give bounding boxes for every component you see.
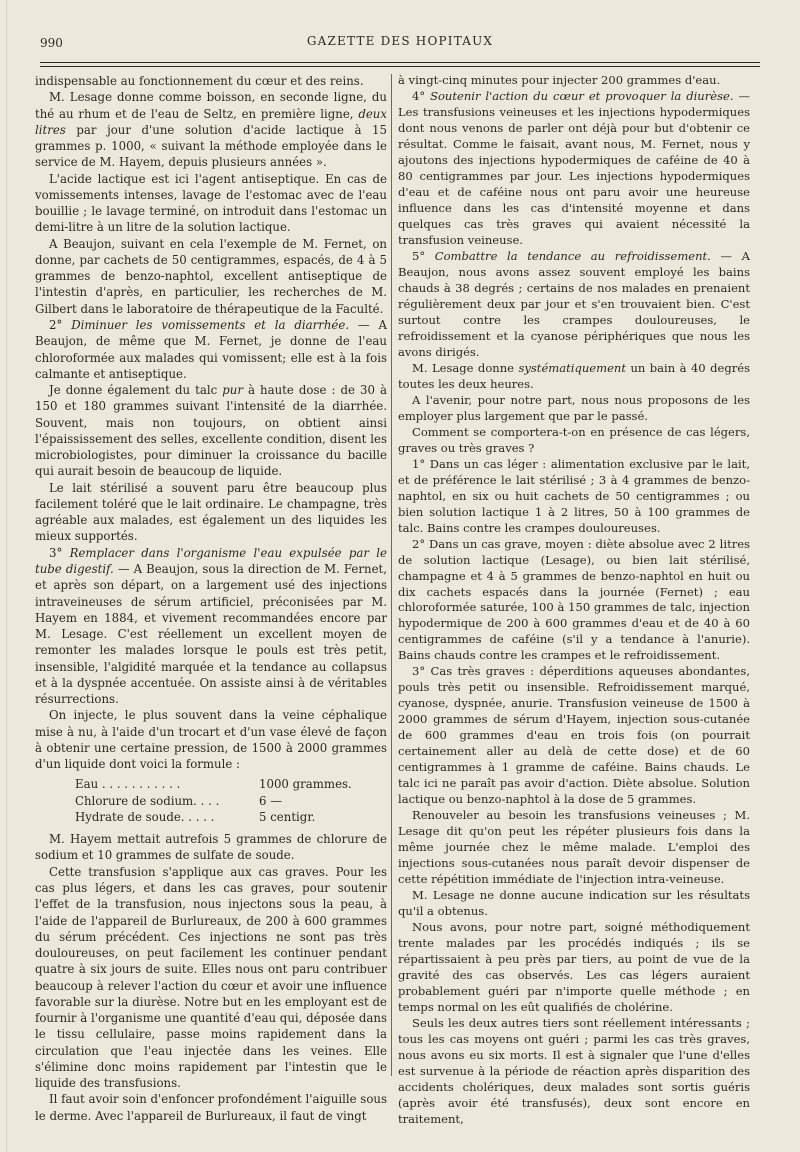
- paragraph: Je donne également du talc pur à haute dose : de 30 à 150 et 180 grammes suivant l'intensité de la diarrhée. Souvent, mais non toujours, on obtient ainsi l'épaississement des selles, excellente condition, disent les microbiologistes, pour diminuer la croissance du bacille qui aurait besoin de beaucoup de liquide.: [35, 383, 387, 479]
- formula-amount: 1000 grammes.: [259, 777, 352, 792]
- formula-row: [75, 776, 387, 792]
- paragraph: M. Hayem mettait autrefois 5 grammes de chlorure de sodium et 10 grammes de sulfate de soude.: [35, 832, 387, 863]
- section-title: Soutenir l'action du cœur et provoquer la diurèse.: [430, 88, 734, 103]
- paragraph: On injecte, le plus souvent dans la veine céphalique mise à nu, à l'aide d'un trocart et d'un vase élevé de façon à obtenir une certaine pression, de 1500 à 2000 grammes d'un liquide dont voici la formule :: [35, 708, 387, 772]
- page-edge-shadow: [6, 0, 7, 1152]
- header-rule-thin: [40, 66, 760, 67]
- formula-ingredient: Hydrate de soude. . . . .: [75, 809, 215, 824]
- page-header: [40, 34, 760, 56]
- section-paragraph: 2° Diminuer les vomissements et la diarrhée. — A Beaujon, de même que M. Fernet, je donne de l'eau chloroformée aux malades qui vomissent; elle est à la fois calmante et antiseptique.: [35, 317, 387, 381]
- formula-amount: 6 —: [259, 793, 282, 808]
- paragraph: M. Lesage ne donne aucune indication sur les résultats qu'il a obtenus.: [398, 888, 750, 919]
- paragraph: Il faut avoir soin d'enfoncer profondément l'aiguille sous le derme. Avec l'appareil de Burlureaux, il faut de vingt: [35, 1092, 387, 1123]
- section-paragraph: 4° Soutenir l'action du cœur et provoquer la diurèse. — Les transfusions veineuses et les injections hypodermiques dont nous venons de parler ont déjà pour but d'obtenir ce résultat. Comme le faisait, avant nous, M. Fernet, nous y ajoutons des injections hypodermiques de caféine de 40 à 80 centigrammes par jour. Les injections hypodermiques d'eau et de caféine nous ont paru avoir une heureuse influence dans les cas d'intensité moyenne et dans quelques cas très graves qui avaient nécessité la transfusion veineuse.: [398, 88, 750, 247]
- paragraph: Le lait stérilisé a souvent paru être beaucoup plus facilement toléré que le lait ordinaire. Le champagne, très agréable aux malades, est également un des liquides les mieux supportés.: [35, 480, 387, 544]
- paragraph: 3° Cas très graves : déperditions aqueuses abondantes, pouls très petit ou insensible. Refroidissement marqué, cyanose, dyspnée, anurie. Transfusion veineuse de 1500 à 2000 grammes de sérum d'Hayem, injection sous-cutanée de 600 grammes d'eau en trois fois (on pourrait certainement aller au delà de cette dose) et de 60 centigrammes à 1 gramme de caféine. Bains chauds. Le talc ici ne paraît pas avoir d'action. Diète absolue. Solution lactique ou benzo-naphtol à la dose de 5 grammes.: [398, 664, 750, 807]
- paragraph: indispensable au fonctionnement du cœur et des reins.: [35, 74, 364, 88]
- section-paragraph: 3° Remplacer dans l'organisme l'eau expulsée par le tube digestif. — A Beaujon, sous la direction de M. Fernet, et après son départ, on a largement usé des injections intraveineuses de sérum artificiel, préconisées par M. Hayem en 1884, et vivement recommandées encore par M. Lesage. C'est réellement un excellent moyen de remonter les malades lorsque le pouls est très petit, insensible, l'algidité marquée et la tendance au collapsus et à la dyspnée accentuée. On assiste ainsi à de véritables résurrections.: [35, 545, 387, 707]
- right-column: [398, 73, 750, 1128]
- paragraph: Nous avons, pour notre part, soigné méthodiquement trente malades par les procédés indiqués ; ils se répartissaient à peu près par tiers, au point de vue de la gravité des cas observés. Les cas légers auraient probablement guéri par n'importe quelle méthode ; en temps normal on les eût qualifiés de cholérine.: [398, 920, 750, 1015]
- section-number: 5°: [412, 248, 426, 263]
- paragraph: à vingt-cinq minutes pour injecter 200 grammes d'eau.: [398, 73, 721, 87]
- paragraph: L'acide lactique est ici l'agent antiseptique. En cas de vomissements intenses, lavage de l'estomac avec de l'eau bouillie ; le lavage terminé, on introduit dans l'estomac un demi-litre à un litre de la solution lactique.: [35, 171, 387, 235]
- section-number: 4°: [412, 88, 426, 103]
- section-title: Combattre la tendance au refroidissement.: [434, 248, 711, 263]
- page-number: 990: [40, 36, 63, 50]
- section-number: 2°: [49, 317, 63, 332]
- section-number: 3°: [49, 545, 63, 560]
- formula-amount: 5 centigr.: [259, 809, 316, 824]
- section-paragraph: 5° Combattre la tendance au refroidissement. — A Beaujon, nous avons assez souvent employé les bains chauds à 38 degrés ; certains de nos malades en prenaient régulièrement deux par jour et s'en trouvaient bien. C'est surtout contre les crampes douloureuses, le refroidissement et la cyanose périphériques que nous les avons dirigés.: [398, 248, 751, 359]
- paragraph: A l'avenir, pour notre part, nous nous proposons de les employer plus largement que par le passé.: [398, 392, 750, 423]
- paragraph: Cette transfusion s'applique aux cas graves. Pour les cas plus légers, et dans les cas graves, pour soutenir l'effet de la transfusion, nous injectons sous la peau, à l'aide de l'appareil de Burlureaux, de 200 à 600 grammes du sérum précédent. Ces injections ne sont pas très douloureuses, on peut facilement les continuer pendant quatre à six jours de suite. Elles nous ont paru contribuer beaucoup à relever l'action du cœur et avoir une influence favorable sur la diurèse. Notre but en les employant est de fournir à l'organisme une quantité d'eau qui, déposée dans le tissu cellulaire, passe moins rapidement dans la circulation que l'eau injectée dans les veines. Elle s'élimine donc moins rapidement par l'intestin que le liquide des transfusions.: [35, 864, 387, 1091]
- paragraph: A Beaujon, suivant en cela l'exemple de M. Fernet, on donne, par cachets de 50 centigrammes, espacés, de 4 à 5 grammes de benzo-naphtol, excellent antiseptique de l'intestin d'après, en particulier, les recherches de M. Gilbert dans le laboratoire de thérapeutique de la Faculté.: [35, 236, 387, 316]
- section-title: Remplacer dans l'organisme l'eau expulsée par le tube digestif.: [35, 545, 387, 576]
- paragraph: 1° Dans un cas léger : alimentation exclusive par le lait, et de préférence le lait stérilisé ; 3 à 4 grammes de benzo-naphtol, en six ou huit cachets de 50 centigrammes ; ou bien solution lactique 1 à 2 litres, 50 à 100 grammes de talc. Bains contre les crampes douloureuses.: [398, 456, 750, 535]
- formula-table: [75, 776, 387, 825]
- column-divider: [391, 74, 392, 1076]
- paragraph: M. Lesage donne comme boisson, en seconde ligne, du thé au rhum et de l'eau de Seltz, en première ligne, deux litres par jour d'une solution d'acide lactique à 15 grammes p. 1000, « suivant la méthode employée dans le service de M. Hayem, depuis plusieurs années ».: [35, 90, 387, 170]
- left-column: [35, 73, 387, 1124]
- paragraph: Comment se comportera-t-on en présence de cas légers, graves ou très graves ?: [398, 424, 750, 455]
- paragraph: Renouveler au besoin les transfusions veineuses ; M. Lesage dit qu'on peut les répéter plusieurs fois dans la même journée chez le même malade. L'emploi des injections sous-cutanées nous paraît devoir dispenser de cette répétition immédiate de l'injection intra-veineuse.: [398, 808, 750, 887]
- formula-ingredient: Eau . . . . . . . . . . .: [75, 777, 181, 792]
- header-rule-thick: [40, 62, 760, 63]
- paragraph: M. Lesage donne systématiquement un bain à 40 degrés toutes les deux heures.: [398, 360, 750, 391]
- running-title: GAZETTE DES HOPITAUX: [306, 34, 494, 48]
- paragraph: 2° Dans un cas grave, moyen : diète absolue avec 2 litres de solution lactique (Lesage), ou bien lait stérilisé, champagne et 4 à 5 grammes de benzo-naphtol en huit ou dix cachets espacés dans la journée (Fernet) ; eau chloroformée saturée, 100 à 150 grammes de talc, injection hypodermique de 200 à 600 grammes d'eau et de 40 à 60 centigrammes de caféine (s'il y a tendance à l'anurie). Bains chauds contre les crampes et le refroidissement.: [398, 536, 750, 663]
- formula-ingredient: Chlorure de sodium. . . .: [75, 793, 220, 808]
- paragraph: Seuls les deux autres tiers sont réellement intéressants ; tous les cas moyens ont guéri ; parmi les cas très graves, nous avons eu six morts. Il est à signaler que l'une d'elles est survenue à la période de réaction après disparition des accidents cholériques, deux malades sont sortis guéris (après avoir été transfusés), deux sont encore en traitement,: [398, 1016, 750, 1126]
- formula-row: [75, 809, 387, 825]
- formula-row: [75, 793, 387, 809]
- section-title: Diminuer les vomissements et la diarrhée.: [71, 317, 350, 332]
